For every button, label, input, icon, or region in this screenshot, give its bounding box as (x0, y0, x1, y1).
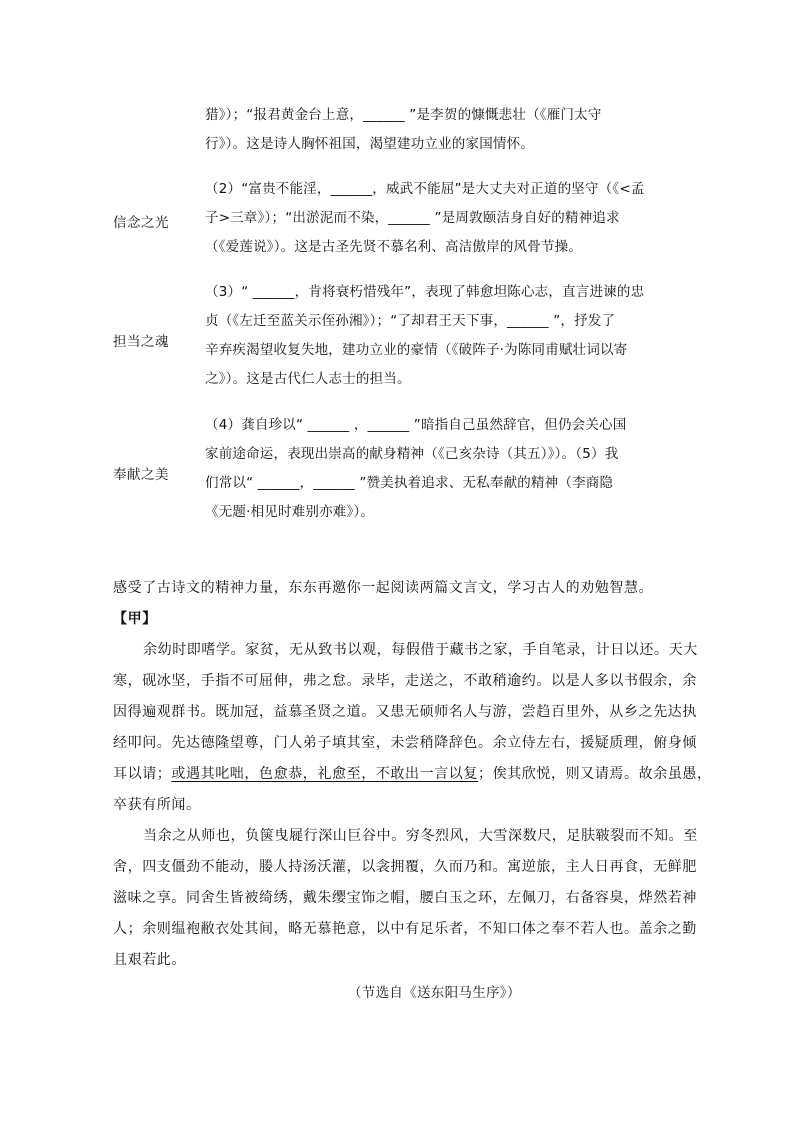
passage-line: 因得遍观群书。既加冠，益慕圣贤之道。又患无硕师名人与游，尝趋百里外，从乡之先达执 (113, 704, 697, 720)
reading-section (113, 573, 712, 976)
text-line: （《爱莲说》）。这是古圣先贤不慕名利、高洁傲岸的风骨节操。 (205, 239, 583, 255)
text-line: 行》）。这是诗人胸怀祖国，渴望建功立业的家国情怀。 (205, 136, 534, 152)
text-line: 们常以“ ______，______ ”赞美执着追求、无私奉献的精神（李商隐 (205, 475, 614, 491)
passage-paragraph-1 (113, 635, 712, 821)
text-line: 子>三章》）；“出淤泥而不染，______ ”是周敦颐洁身自好的精神追求 (205, 210, 620, 226)
passage-line-with-underline (113, 759, 712, 790)
theme-label-devotion: 奉献之美 (113, 467, 169, 483)
text-line: 贞（《左迁至蓝关示侄孙湘》）；“了却君王天下事，______ ”，抒发了 (205, 313, 616, 329)
passage-line: 人；余则缊袍敝衣处其间，略无慕艳意，以中有足乐者，不知口体之奉不若人也。盖余之勤 (113, 921, 697, 937)
theme-row-continuation-text (205, 101, 675, 159)
passage-line: 当余之从师也，负箧曳屣行深山巨谷中。穷冬烈风，大雪深数尺，足肤皲裂而不知。至 (143, 828, 698, 844)
theme-label-responsibility: 担当之魂 (113, 334, 169, 350)
passage-line: 经叩问。先达德隆望尊，门人弟子填其室，未尝稍降辞色。余立侍左右，援疑质理，俯身倾 (113, 735, 697, 751)
underlined-sentence: 或遇其叱咄，色愈恭，礼愈至，不敢出一言以复 (171, 766, 479, 782)
text-line: 《无题·相见时难别亦难》）。 (205, 504, 375, 520)
text-line: （4）龚自珍以“ ______ ，______ ”暗指自己虽然辞官，但仍会关心国 (205, 417, 627, 433)
passage-source: （节选自《送东阳马生序》） (348, 985, 521, 1001)
passage-line: 卒获有所闻。 (113, 797, 201, 813)
text-line: （3）“ ______，肯将衰朽惜残年”，表现了韩愈坦陈心志，直言进谏的忠 (205, 284, 645, 300)
text-line: （2）“富贵不能淫，______，威武不能屈”是大丈夫对正道的坚守（《<孟 (205, 181, 645, 197)
passage-text: ；俟其欣悦，则又请焉。故余虽愚， (478, 766, 712, 782)
passage-line: 舍，四支僵劲不能动，媵人持汤沃灌，以衾拥覆，久而乃和。寓逆旅，主人日再食，无鲜肥 (113, 859, 697, 875)
passage-line: 余幼时即嗜学。家贫，无从致书以观，每假借于藏书之家，手自笔录，计日以还。天大 (143, 642, 698, 658)
theme-label-belief: 信念之光 (113, 215, 169, 231)
text-line: 家前途命运，表现出崇高的献身精神（《己亥杂诗（其五）》）。（5）我 (205, 446, 619, 462)
intro-text: 感受了古诗文的精神力量，东东再邀你一起阅读两篇文言文，学习古人的劝勉智慧。 (113, 580, 654, 596)
passage-paragraph-2 (113, 821, 698, 976)
passage-line: 寒，砚冰坚，手指不可屈伸，弗之怠。录毕，走送之，不敢稍逾约。以是人多以书假余，余 (113, 673, 697, 689)
passage-text: 耳以请； (113, 766, 172, 782)
theme-row-devotion-text (205, 411, 675, 527)
text-line: 猎》）；“报君黄金台上意，______ ”是李贺的慷慨悲壮（《雁门太守 (205, 107, 602, 123)
passage-line: 且艰若此。 (113, 952, 186, 968)
theme-row-responsibility-text (205, 278, 675, 394)
text-line: 之》）。这是古代仁人志士的担当。 (205, 371, 411, 387)
passage-line: 滋味之享。同舍生皆被绮绣，戴朱缨宝饰之帽，腰白玉之环，左佩刀，右备容臭，烨然若神 (113, 890, 697, 906)
section-label-jia: 【甲】 (113, 611, 157, 627)
theme-row-belief-text (205, 175, 675, 262)
text-line: 辛弃疾渴望收复失地，建功立业的豪情（《破阵子·为陈同甫赋壮词以寄 (205, 342, 628, 358)
